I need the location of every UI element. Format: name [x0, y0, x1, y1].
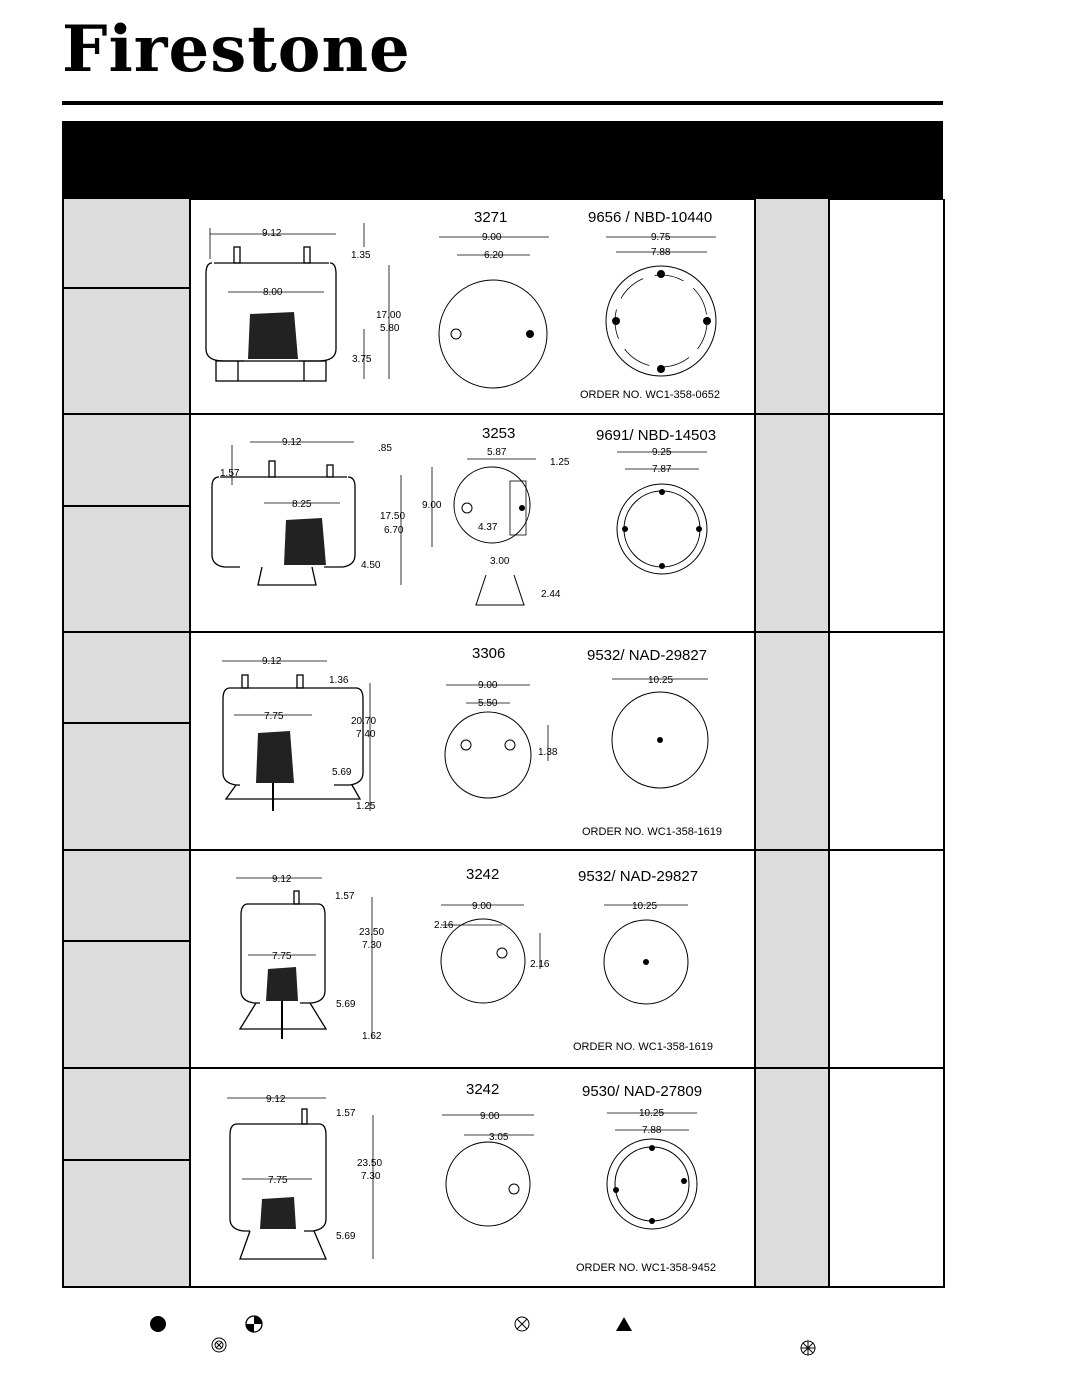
- dim-top: 1.36: [329, 675, 349, 686]
- dim-top: .85: [378, 443, 392, 454]
- bead-plate-part: 3242: [466, 866, 500, 883]
- dim-piston: 7.75: [272, 951, 292, 962]
- dim-width: 9.12: [272, 874, 292, 885]
- order-number: ORDER NO. WC1-358-1619: [573, 1041, 713, 1053]
- dim-width: 9.12: [262, 228, 282, 239]
- dim-mid: 5.69: [332, 767, 352, 778]
- piston-part: 9532/ NAD-29827: [587, 647, 708, 664]
- dim-piston-b: 7.88: [642, 1125, 662, 1136]
- dim-mid: 5.69: [336, 999, 356, 1010]
- dim-compressed: 7.30: [362, 940, 382, 951]
- dim-piston-b: 7.88: [651, 247, 671, 258]
- legend: [0, 1310, 1071, 1360]
- dim-plate-c: 9.00: [422, 500, 442, 511]
- dim-bottom: 4.50: [361, 560, 381, 571]
- dim-top: 1.57: [335, 891, 355, 902]
- dim-plate-c: 2.16: [530, 959, 550, 970]
- dim-piston-a: 10.25: [632, 901, 658, 912]
- dim-plate-b: 1.25: [550, 457, 570, 468]
- dim-plate-a: 9.00: [482, 232, 502, 243]
- airspring-drawing: [64, 199, 754, 413]
- piston-part: 9532/ NAD-29827: [578, 868, 699, 885]
- order-number: ORDER NO. WC1-358-0652: [580, 389, 720, 401]
- bead-plate-part: 3306: [472, 645, 506, 662]
- dim-top: 1.57: [336, 1108, 356, 1119]
- airspring-drawing: [64, 633, 754, 847]
- solid-dot-symbol: [150, 1316, 166, 1332]
- dim-plate-b: 5.50: [478, 698, 498, 709]
- airspring-drawing: [64, 1069, 754, 1283]
- dim-plate-a: 9.00: [478, 680, 498, 691]
- dim-compressed: 5.80: [380, 323, 400, 334]
- dim-side: 1.57: [220, 468, 240, 479]
- quarter-circle-symbol: [246, 1316, 262, 1332]
- dim-plate-b: 6.20: [484, 250, 504, 261]
- triangle-symbol: [616, 1317, 632, 1331]
- dim-piston-b: 7.87: [652, 464, 672, 475]
- dim-width: 9.12: [282, 437, 302, 448]
- dim-plate-b: 2.16: [434, 920, 454, 931]
- table-header-bar: [62, 121, 943, 200]
- table-row: [64, 415, 943, 633]
- dim-foot-b: 2.44: [541, 589, 561, 600]
- dim-piston-a: 9.75: [651, 232, 671, 243]
- dim-bottom: 1.62: [362, 1031, 382, 1042]
- piston-part: 9691/ NBD-14503: [596, 427, 717, 444]
- dim-height: 20.70: [351, 716, 377, 727]
- dim-height: 23.50: [357, 1158, 383, 1169]
- bead-plate-part: 3242: [466, 1081, 500, 1098]
- order-number: ORDER NO. WC1-358-1619: [582, 826, 722, 838]
- piston-part: 9656 / NBD-10440: [588, 209, 713, 226]
- wheel-symbol: [801, 1341, 815, 1355]
- dim-plate-c: 1.38: [538, 747, 558, 758]
- order-number: ORDER NO. WC1-358-9452: [576, 1262, 716, 1274]
- dim-plate-b: 3.05: [489, 1132, 509, 1143]
- double-crossed-circle-symbol: [212, 1338, 226, 1352]
- table-row: [64, 1069, 943, 1287]
- table-row: [64, 199, 943, 417]
- dim-bottom: 1.25: [356, 801, 376, 812]
- parts-table: [62, 199, 945, 1288]
- dim-plate-a: 5.87: [487, 447, 507, 458]
- dim-plate-a: 9.00: [480, 1111, 500, 1122]
- bead-plate-part: 3253: [482, 425, 516, 442]
- dim-piston: 7.75: [268, 1175, 288, 1186]
- dim-piston-a: 9.25: [652, 447, 672, 458]
- dim-compressed: 7.30: [361, 1171, 381, 1182]
- dim-plate-d: 4.37: [478, 522, 498, 533]
- firestone-logo: Firestone: [62, 12, 411, 87]
- table-row: [64, 633, 943, 851]
- dim-mid: 5.69: [336, 1231, 356, 1242]
- dim-top: 1.35: [351, 250, 371, 261]
- dim-height: 17.00: [376, 310, 402, 321]
- airspring-drawing: [64, 851, 754, 1065]
- dim-piston: 8.00: [263, 287, 283, 298]
- dim-width: 9.12: [262, 656, 282, 667]
- table-row: [64, 851, 943, 1069]
- dim-piston: 8.25: [292, 499, 312, 510]
- header-rule: [62, 101, 943, 105]
- dim-plate-a: 9.00: [472, 901, 492, 912]
- crossed-circle-symbol: [515, 1317, 529, 1331]
- dim-height: 23.50: [359, 927, 385, 938]
- dim-foot-a: 3.00: [490, 556, 510, 567]
- dim-piston-a: 10.25: [648, 675, 674, 686]
- dim-width: 9.12: [266, 1094, 286, 1105]
- piston-part: 9530/ NAD-27809: [582, 1083, 703, 1100]
- dim-compressed: 7.40: [356, 729, 376, 740]
- dim-piston-a: 10.25: [639, 1108, 665, 1119]
- dim-height: 17.50: [380, 511, 406, 522]
- dim-bottom: 3.75: [352, 354, 372, 365]
- dim-piston: 7.75: [264, 711, 284, 722]
- dim-compressed: 6.70: [384, 525, 404, 536]
- bead-plate-part: 3271: [474, 209, 508, 226]
- airspring-drawing: [64, 415, 754, 629]
